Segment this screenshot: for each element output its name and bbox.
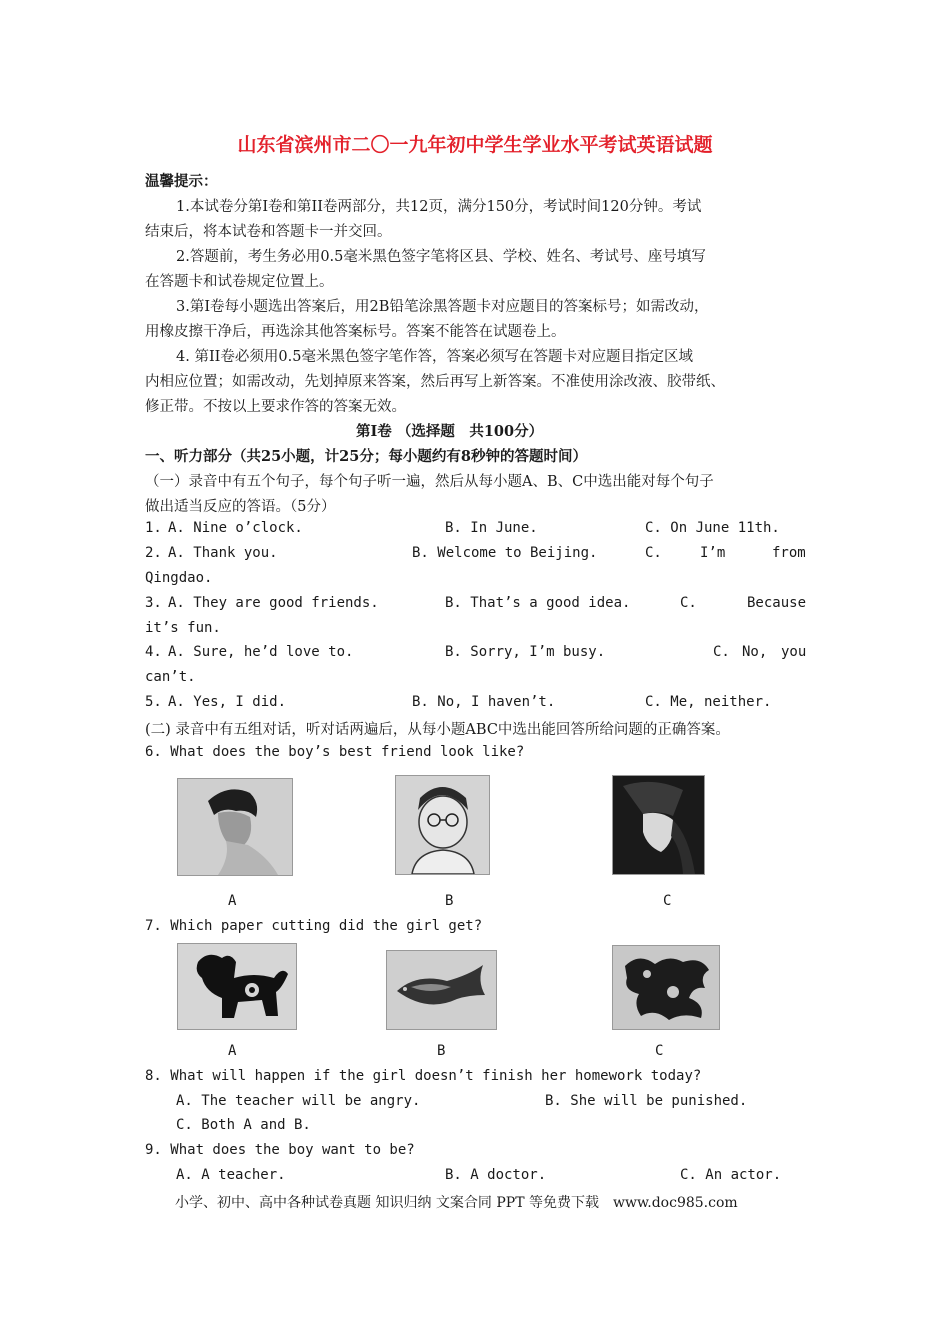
picture-paper-cut-dog	[177, 943, 297, 1030]
exam-title: 山东省滨州市二〇一九年初中学生学业水平考试英语试题	[237, 134, 713, 156]
part1-intro: 做出适当反应的答语。（5分）	[145, 499, 336, 515]
tips-heading: 温馨提示：	[145, 173, 218, 190]
question-number: 1.	[145, 520, 162, 536]
option-c: C. An actor.	[680, 1167, 782, 1183]
tips-line: 2.答题前，考生务必用0.5毫米黑色签字笔将区县、学校、姓名、考试号、座号填写	[176, 249, 706, 265]
tips-line: 3.第Ⅰ卷每小题选出答案后，用2B铅笔涂黑答题卡对应题目的答案标号；如需改动，	[176, 299, 709, 315]
option-c-text: from	[772, 545, 806, 561]
option-a: A. They are good friends.	[168, 595, 379, 611]
option-c: C.	[680, 595, 697, 611]
option-b: B. A doctor.	[445, 1167, 547, 1183]
picture-label: B	[437, 1043, 446, 1059]
option-c: C.	[713, 644, 730, 660]
option-c-wrap: can’t.	[145, 669, 196, 685]
part2-intro: (二) 录音中有五组对话，听对话两遍后，从每小题ABC中选出能回答所给问题的正确答案。	[145, 722, 730, 738]
picture-boy-glasses	[395, 775, 490, 875]
option-b: B. No, I haven’t.	[412, 694, 556, 710]
option-c: C.	[645, 545, 662, 561]
tips-line: 4. 第II卷必须用0.5毫米黑色签字笔作答，答案必须写在答题卡对应题目指定区域	[176, 349, 693, 365]
option-b: B. She will be punished.	[545, 1093, 748, 1109]
question-9: 9. What does the boy want to be?	[145, 1142, 415, 1158]
tips-line: 在答题卡和试卷规定位置上。	[145, 274, 334, 290]
option-a: A. The teacher will be angry.	[176, 1093, 421, 1109]
option-c-wrap: Qingdao.	[145, 570, 213, 586]
tips-line: 结束后，将本试卷和答题卡一并交回。	[145, 224, 392, 240]
tips-line: 1.本试卷分第Ⅰ卷和第II卷两部分，共12页，满分150分，考试时间120分钟。考试	[176, 199, 702, 215]
option-c-text: No,	[742, 644, 768, 660]
question-1	[145, 520, 162, 536]
option-b: B. That’s a good idea.	[445, 595, 631, 611]
question-7: 7. Which paper cutting did the girl get?	[145, 918, 483, 934]
option-c: C. Me, neither.	[645, 694, 772, 710]
picture-paper-cut-dragon	[612, 945, 720, 1030]
option-a: A. A teacher.	[176, 1167, 286, 1183]
option-c-wrap: it’s fun.	[145, 620, 221, 636]
question-8: 8. What will happen if the girl doesn’t finish her homework today?	[145, 1068, 702, 1084]
picture-girl-long-hair	[612, 775, 705, 875]
option-a: A. Thank you.	[168, 545, 278, 561]
option-b: B. In June.	[445, 520, 538, 536]
picture-label: C	[663, 893, 672, 909]
picture-man-profile	[177, 778, 293, 876]
footer-text: 小学、初中、高中各种试卷真题 知识归纳 文案合同 PPT 等免费下载 www.doc985.com	[175, 1195, 738, 1211]
tips-line: 修正带。不按以上要求作答的答案无效。	[145, 399, 406, 415]
tips-line: 内相应位置；如需改动，先划掉原来答案，然后再写上新答案。不准使用涂改液、胶带纸、	[145, 374, 725, 390]
option-c-text: Because	[747, 595, 807, 611]
option-c: C. On June 11th.	[645, 520, 780, 536]
picture-label: B	[445, 893, 454, 909]
question-3-number: 3.	[145, 595, 162, 611]
option-c: C. Both A and B.	[176, 1117, 311, 1133]
option-a: A. Yes, I did.	[168, 694, 287, 710]
option-a: A. Sure, he’d love to.	[168, 644, 354, 660]
question-5-number: 5.	[145, 694, 162, 710]
option-c-text: you	[781, 644, 807, 660]
tips-line: 用橡皮擦干净后，再选涂其他答案标号。答案不能答在试题卷上。	[145, 324, 566, 340]
part1-heading: 一、听力部分（共25小题，计25分；每小题约有8秒钟的答题时间）	[145, 448, 587, 465]
picture-paper-cut-fish	[386, 950, 497, 1030]
option-b: B. Sorry, I’m busy.	[445, 644, 606, 660]
question-6: 6. What does the boy’s best friend look like?	[145, 744, 525, 760]
section-title: 第Ⅰ卷 （选择题 共100分）	[356, 423, 544, 440]
option-b: B. Welcome to Beijing.	[412, 545, 598, 561]
picture-label: A	[228, 1043, 237, 1059]
question-4-number: 4.	[145, 644, 162, 660]
part1-intro: （一）录音中有五个句子，每个句子听一遍，然后从每小题A、B、C中选出能对每个句子	[145, 474, 714, 490]
picture-label: A	[228, 893, 237, 909]
option-c-text: I’m	[700, 545, 726, 561]
picture-label: C	[655, 1043, 664, 1059]
option-a: A. Nine o’clock.	[168, 520, 303, 536]
question-2-number: 2.	[145, 545, 162, 561]
